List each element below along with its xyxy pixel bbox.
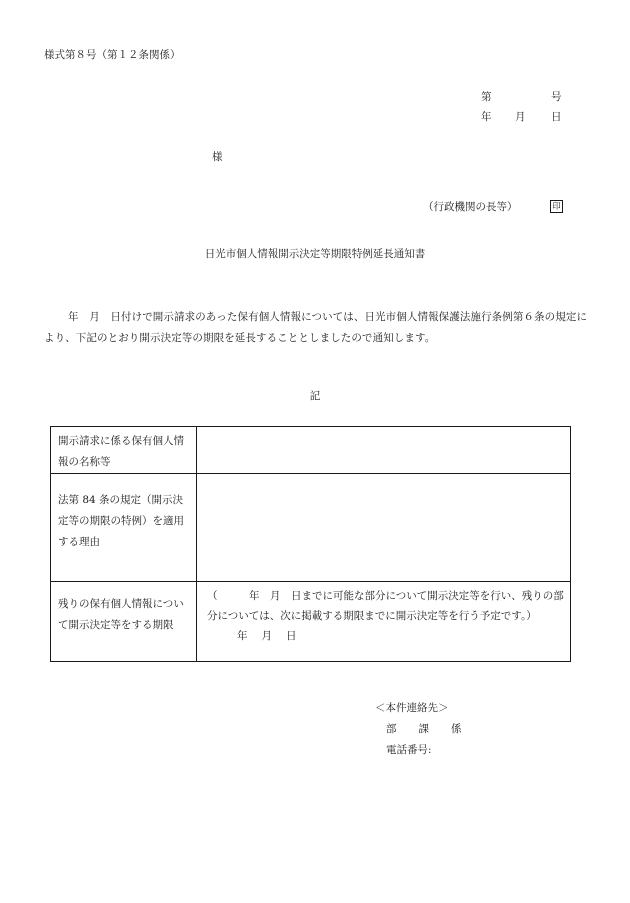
- contact-department: [386, 724, 484, 735]
- deadline-month: 月: [261, 630, 272, 642]
- table-row: [51, 582, 571, 662]
- seal-stamp: 印: [550, 200, 563, 213]
- contact-heading: ＜本件連絡先＞: [375, 702, 449, 714]
- table-row: [51, 474, 571, 582]
- notice-body: 年 月 日付けで開示請求のあった保有個人情報については、日光市個人情報保護法施行条例第６条の規定により、下記のとおり開示決定等の期限を延長することとしましたので通知します。: [44, 311, 588, 344]
- contact-dept-label: 部: [386, 723, 397, 735]
- date-year: 年: [481, 111, 492, 123]
- details-table: [50, 426, 571, 662]
- row-value-info-name: [197, 427, 571, 474]
- form-number: 様式第８号（第１２条関係）: [44, 49, 181, 61]
- deadline-text: （ 年 月 日までに可能な部分について開示決定等を行い、残りの部分については、次に掲載する期限までに開示決定等を行う予定です。）: [207, 590, 564, 622]
- deadline-year: 年: [237, 630, 248, 642]
- date-day: 日: [551, 111, 562, 123]
- row-label-info-name: 開示請求に係る保有個人情報の名称等: [51, 427, 197, 474]
- date-month: 月: [515, 111, 526, 123]
- contact-section-label: 課: [418, 723, 429, 735]
- row-label-reason: 法第 84 条の規定（開示決定等の期限の特例）を適用する理由: [51, 474, 197, 582]
- contact-phone: 電話番号:: [386, 744, 432, 756]
- table-row: [51, 427, 571, 474]
- row-value-deadline: [197, 582, 571, 662]
- row-label-deadline: 残りの保有個人情報について開示決定等をする期限: [51, 582, 197, 662]
- deadline-day: 日: [286, 630, 297, 642]
- ki-heading: 記: [309, 390, 321, 402]
- document-number-label: 第: [481, 91, 492, 103]
- contact-unit-label: 係: [451, 723, 462, 735]
- document-number-suffix: 号: [551, 91, 562, 103]
- sender-title: （行政機関の長等）: [423, 201, 518, 213]
- document-title: 日光市個人情報開示決定等期限特例延長通知書: [204, 248, 426, 260]
- addressee-honorific: 様: [212, 151, 223, 163]
- row-value-reason: [197, 474, 571, 582]
- deadline-date: [207, 626, 564, 646]
